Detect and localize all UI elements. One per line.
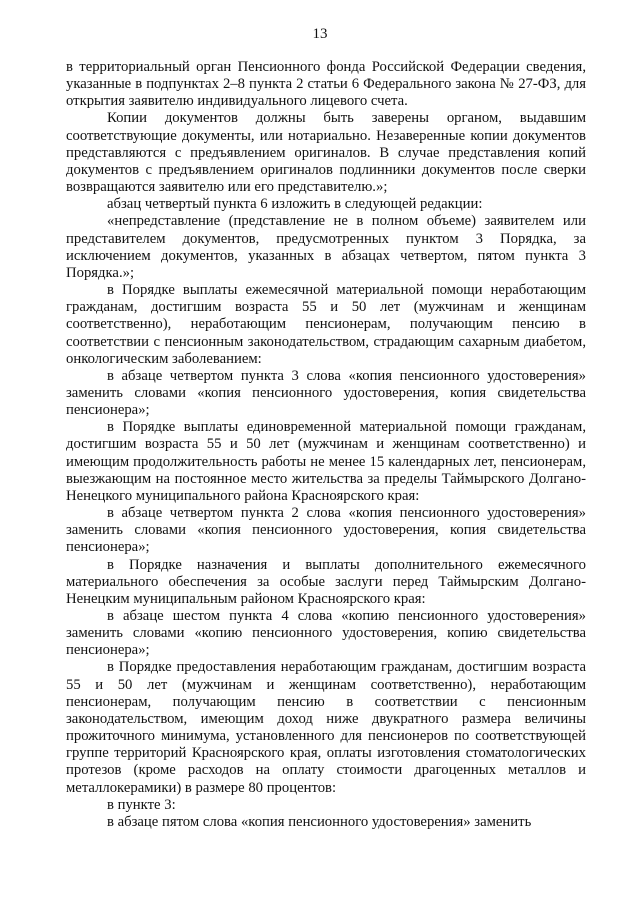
paragraph: в Порядке выплаты единовременной материальной помощи гражданам, достигшим возраста 55 и 50 лет (мужчинам и женщинам соответственно) и имеющим продолжительность работы не менее 15 календарных лет, пенсионерам, выезжающим на постоянное место жительства за пределы Таймырского Долгано-Ненецкого муниципального района Красноярского края: — [66, 419, 586, 504]
paragraph: в пункте 3: — [107, 796, 176, 813]
paragraph: «непредставление (представление не в полном объеме) заявителем или представителем документов, предусмотренных пунктом 3 Порядка, за исключением документов, указанных в абзацах четвертом, пятом пункта 3 Порядка.»; — [66, 213, 586, 281]
paragraph: в абзаце четвертом пункта 3 слова «копия пенсионного удостоверения» заменить словами «копия пенсионного удостоверения, копия свидетельства пенсионера»; — [66, 367, 586, 419]
paragraph: в абзаце шестом пункта 4 слова «копию пенсионного удостоверения» заменить словами «копию пенсионного удостоверения, копию свидетельства пенсионера»; — [66, 608, 586, 659]
paragraph: Копии документов должны быть заверены органом, выдавшим соответствующие документы, или нотариально. Незаверенные копии документов представляются с предъявлением оригиналов. В случае представления копий документов с предъявлением оригиналов подлинники документов после сверки возвращаются заявителю или его представителю.»; — [66, 110, 586, 196]
paragraph: абзац четвертый пункта 6 изложить в следующей редакции: — [107, 196, 483, 213]
paragraph: в Порядке предоставления неработающим гражданам, достигшим возраста 55 и 50 лет (мужчинам и женщинам соответственно), неработающим пенсионерам, получающим пенсию в соответствии с пенсионным законодательством, имеющим доход ниже двукратного размера величины прожиточного минимума, установленного для пенсионеров по соответствующей группе территорий Красноярского края, оплаты изготовления стоматологических протезов (кроме расходов на оплату стоимости драгоценных металлов и металлокерамики) в размере 80 процентов: — [66, 659, 586, 796]
paragraph: в Порядке назначения и выплаты дополнительного ежемесячного материального обеспечения за особые заслуги перед Таймырским Долгано-Ненецким муниципальным районом Красноярского края: — [66, 556, 586, 607]
paragraph: в территориальный орган Пенсионного фонда Российской Федерации сведения, указанные в подпунктах 2–8 пункта 2 статьи 6 Федерального закона № 27-ФЗ, для открытия заявителю индивидуального лицевого счета. — [66, 59, 586, 110]
paragraph: в Порядке выплаты ежемесячной материальной помощи неработающим гражданам, достигшим возраста 55 и 50 лет (мужчинам и женщинам соответственно), неработающим пенсионерам, получающим пенсию в соответствии с пенсионным законодательством, страдающим сахарным диабетом, онкологическим заболеванием: — [66, 282, 586, 367]
paragraph: в абзаце четвертом пункта 2 слова «копия пенсионного удостоверения» заменить словами «копия пенсионного удостоверения, копия свидетельства пенсионера»; — [66, 505, 586, 556]
page-number: 13 — [312, 26, 328, 42]
paragraph: в абзаце пятом слова «копия пенсионного удостоверения» заменить — [107, 813, 532, 830]
document-body — [66, 59, 586, 831]
